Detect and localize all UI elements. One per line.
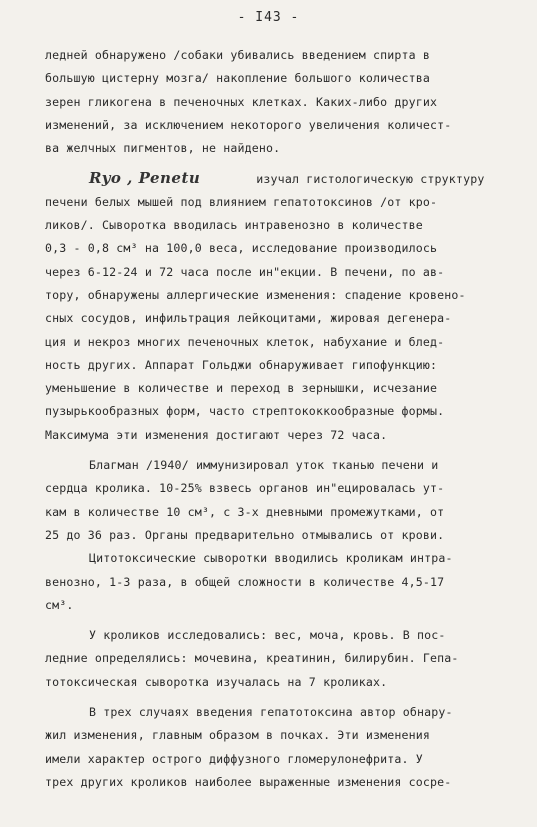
text-line: ция и некроз многих печеночных клеток, набухание и блед- (45, 334, 445, 349)
text-line: зерен гликогена в печеночных клетках. Каких-либо других (45, 94, 438, 109)
text-line: печени белых мышей под влиянием гепатотоксинов /от кро- (45, 194, 438, 209)
text-line: Благман /1940/ иммунизировал уток тканью печени и (89, 458, 439, 473)
text-line: изменений, за исключением некоторого увеличения количест- (45, 117, 452, 132)
text-line: через 6-12-24 и 72 часа после ин"екции. В печени, по ав- (45, 264, 445, 279)
text-line: У кроликов исследовались: вес, моча, кровь. В пос- (89, 628, 446, 643)
text-line: сердца кролика. 10-25% взвесь органов ин"ецировалась ут- (45, 481, 445, 496)
text-line: тотоксическая сыворотка изучалась на 7 кроликах. (45, 674, 388, 689)
text-line: Максимума эти изменения достигают через 72 часа. (45, 427, 388, 442)
text-line: сных сосудов, инфильтрация лейкоцитами, жировая дегенера- (45, 311, 452, 326)
text-line: ликов/. Сыворотка вводилась интравенозно в количестве (45, 218, 423, 233)
text-line: ледние определялись: мочевина, креатинин, билирубин. Гепа- (45, 651, 459, 666)
document-body (45, 44, 510, 794)
text-line: ледней обнаружено /собаки убивались введением спирта в (45, 48, 431, 62)
text-line: ность других. Аппарат Гольджи обнаруживает гипофункцию: (45, 357, 438, 372)
text-line-with-signature (45, 167, 510, 190)
text-line: тору, обнаружены аллергические изменения: спадение кровено- (45, 287, 466, 302)
text-line: В трех случаях введения гепатотоксина автор обнару- (89, 705, 453, 720)
handwritten-author-name: Ryo , Penetu (89, 169, 201, 188)
text-line: жил изменения, главным образом в почках. Эти изменения (45, 728, 431, 743)
text-line: кам в количестве 10 см³, с 3-х дневными промежутками, от (45, 504, 445, 519)
text-line: трех других кроликов наиболее выраженные изменения сосре- (45, 774, 452, 789)
text-line: 0,3 - 0,8 см³ на 100,0 веса, исследование производилось (45, 241, 438, 256)
text-line: уменьшение в количестве и переход в зернышки, исчезание (45, 381, 438, 396)
page-number: - I43 - (237, 10, 300, 25)
text-line: изучал гистологическую структуру (256, 172, 485, 187)
text-line: большую цистерну мозга/ накопление большого количества (45, 71, 431, 86)
text-line: см³. (45, 597, 74, 612)
text-line: имели характер острого диффузного гломерулонефрита. У (45, 751, 423, 766)
text-line: 25 до 36 раз. Органы предварительно отмывались от крови. (45, 527, 445, 542)
text-line: ва желчных пигментов, не найдено. (45, 141, 281, 156)
text-line: венозно, 1-3 раза, в общей сложности в количестве 4,5-17 (45, 574, 445, 589)
text-line: Цитотоксические сыворотки вводились кроликам интра- (89, 551, 453, 566)
text-line: пузырькообразных форм, часто стрептококкообразные формы. (45, 404, 445, 419)
